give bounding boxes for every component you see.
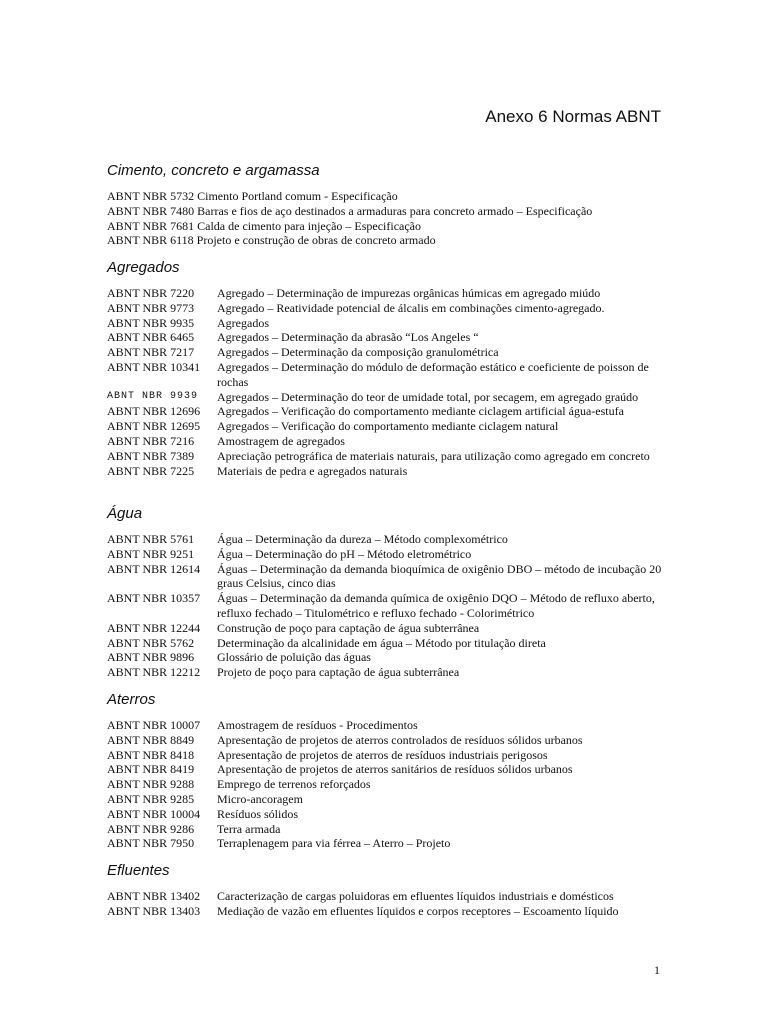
norm-description: Apresentação de projetos de aterros controlados de resíduos sólidos urbanos [217, 732, 583, 747]
norm-description: Água – Determinação do pH – Método eletrométrico [217, 546, 472, 561]
norm-code: ABNT NBR 12244 [107, 620, 201, 635]
norm-code: ABNT NBR 7216 [107, 433, 195, 448]
norm-description: Agregados – Verificação do comportamento mediante ciclagem natural [217, 419, 559, 434]
norm-description: Água – Determinação da dureza – Método complexométrico [217, 532, 508, 546]
table-row [107, 621, 667, 636]
table-row [107, 330, 667, 345]
norm-description: Agregados – Determinação do teor de umidade total, por secagem, em agregado graúdo [217, 389, 639, 404]
norm-code: ABNT NBR 9773 [107, 300, 195, 315]
agregados-list [107, 286, 667, 478]
efluentes-list [107, 889, 667, 919]
list-item: ABNT NBR 5732 Cimento Portland comum - Especificação [107, 189, 398, 203]
cimento-list [107, 189, 667, 248]
norm-code: ABNT NBR 6465 [107, 330, 195, 345]
norm-code: ABNT NBR 13402 [107, 889, 201, 903]
table-row [107, 390, 667, 405]
norm-code: ABNT NBR 7217 [107, 345, 195, 360]
table-row [107, 591, 667, 621]
table-row [107, 822, 667, 837]
norm-code: ABNT NBR 7220 [107, 286, 195, 300]
table-row [107, 777, 667, 792]
norm-description: Águas – Determinação da demanda química de oxigênio DQO – Método de refluxo aberto, refluxo fechado – Titulométrico e refluxo fechado - Colorimétrico [217, 591, 655, 620]
norm-code: ABNT NBR 12695 [107, 419, 201, 434]
list-item: ABNT NBR 6118 Projeto e construção de obras de concreto armado [107, 233, 436, 248]
norm-description: Materiais de pedra e agregados naturais [217, 463, 408, 478]
list-item: ABNT NBR 7681 Calda de cimento para injeção – Especificação [107, 218, 422, 233]
norm-description: Terraplenagem para via férrea – Aterro – Projeto [217, 836, 451, 851]
section-efluentes [107, 859, 667, 919]
norm-code: ABNT NBR 9285 [107, 791, 195, 806]
table-row [107, 345, 667, 360]
norm-code: ABNT NBR 5762 [107, 635, 195, 650]
norm-code: ABNT NBR 10004 [107, 806, 201, 821]
norm-description: Determinação da alcalinidade em água – Método por titulação direta [217, 635, 546, 650]
table-row [107, 449, 667, 464]
norm-code: ABNT NBR 9935 [107, 315, 195, 330]
norm-description: Apresentação de projetos de aterros de resíduos industriais perigosos [217, 747, 548, 762]
norm-description: Terra armada [217, 821, 281, 836]
table-row [107, 360, 667, 390]
norm-description: Glossário de poluição das águas [217, 650, 371, 665]
norm-description: Micro-ancoragem [217, 791, 303, 806]
norm-code: ABNT NBR 12212 [107, 665, 201, 680]
norm-description: Emprego de terrenos reforçados [217, 777, 371, 792]
norm-description: Agregados – Verificação do comportamento mediante ciclagem artificial água-estufa [217, 404, 624, 419]
norm-description: Apresentação de projetos de aterros sanitários de resíduos sólidos urbanos [217, 762, 573, 777]
norm-code: ABNT NBR 8418 [107, 747, 195, 762]
norm-code: ABNT NBR 5761 [107, 532, 195, 546]
norm-code: ABNT NBR 7950 [107, 836, 195, 851]
table-row [107, 762, 667, 777]
norm-description: Agregados – Determinação da composição granulométrica [217, 345, 499, 360]
table-row [107, 748, 667, 763]
norm-description: Amostragem de resíduos - Procedimentos [217, 718, 418, 732]
norm-code: ABNT NBR 9286 [107, 821, 195, 836]
table-row [107, 419, 667, 434]
table-row [107, 665, 667, 680]
norm-code: ABNT NBR 13403 [107, 903, 201, 918]
norm-description: Agregados [217, 315, 269, 330]
section-heading-efluentes: Efluentes [107, 862, 170, 879]
norm-description: Agregados – Determinação do módulo de deformação estático e coeficiente de poisson de rochas [217, 359, 649, 389]
table-row [107, 650, 667, 665]
table-row [107, 562, 667, 592]
table-row [107, 904, 667, 919]
norm-code: ABNT NBR 9939 [107, 390, 199, 402]
section-heading-agregados: Agregados [107, 259, 180, 276]
norm-code: ABNT NBR 12696 [107, 404, 201, 419]
norm-description: Projeto de poço para captação de água subterrânea [217, 665, 460, 680]
norm-code: ABNT NBR 7225 [107, 463, 195, 478]
norm-description: Agregado – Reatividade potencial de álcalis em combinações cimento-agregado. [217, 300, 605, 315]
norm-description: Agregado – Determinação de impurezas orgânicas húmicas em agregado miúdo [217, 286, 601, 300]
norm-code: ABNT NBR 8849 [107, 732, 195, 747]
norm-description: Agregados – Determinação da abrasão “Los Angeles “ [217, 330, 479, 345]
norm-code: ABNT NBR 7389 [107, 448, 195, 463]
table-row [107, 718, 667, 733]
table-row [107, 464, 667, 479]
section-heading-agua: Água [107, 505, 143, 522]
list-item: ABNT NBR 7480 Barras e fios de aço destinados a armaduras para concreto armado – Especificação [107, 203, 593, 218]
norm-description: Amostragem de agregados [217, 433, 345, 448]
norm-code: ABNT NBR 9251 [107, 546, 195, 561]
norm-code: ABNT NBR 12614 [107, 561, 201, 576]
section-agua [107, 502, 667, 680]
agua-list [107, 532, 667, 680]
table-row [107, 532, 667, 547]
table-row [107, 792, 667, 807]
page-title: Anexo 6 Normas ABNT [485, 107, 661, 126]
section-heading-cimento: Cimento, concreto e argamassa [107, 162, 320, 179]
norm-description: Caracterização de cargas poluidoras em efluentes líquidos industriais e domésticos [217, 889, 614, 903]
table-row [107, 434, 667, 449]
table-row [107, 316, 667, 331]
table-row [107, 889, 667, 904]
page-number: 1 [654, 963, 660, 977]
norm-description: Mediação de vazão em efluentes líquidos e corpos receptores – Escoamento líquido [217, 903, 619, 918]
section-aterros [107, 688, 667, 851]
table-row [107, 807, 667, 822]
section-heading-aterros: Aterros [107, 691, 156, 708]
norm-code: ABNT NBR 10357 [107, 591, 201, 606]
table-row [107, 301, 667, 316]
aterros-list [107, 718, 667, 851]
table-row [107, 636, 667, 651]
table-row [107, 404, 667, 419]
norm-code: ABNT NBR 8419 [107, 762, 195, 777]
section-agregados [107, 256, 667, 478]
norm-description: Resíduos sólidos [217, 806, 299, 821]
section-cimento [107, 159, 667, 248]
norm-code: ABNT NBR 9288 [107, 777, 195, 792]
norm-description: Apreciação petrográfica de materiais naturais, para utilização como agregado em concreto [217, 448, 650, 463]
table-row [107, 733, 667, 748]
norm-code: ABNT NBR 9896 [107, 650, 195, 665]
table-row [107, 836, 667, 851]
norm-description: Construção de poço para captação de água subterrânea [217, 620, 480, 635]
norm-code: ABNT NBR 10007 [107, 718, 201, 732]
norm-description: Águas – Determinação da demanda bioquímica de oxigênio DBO – método de incubação 20 graus Celsius, cinco dias [217, 561, 662, 591]
table-row [107, 286, 667, 301]
norm-code: ABNT NBR 10341 [107, 359, 201, 374]
table-row [107, 547, 667, 562]
